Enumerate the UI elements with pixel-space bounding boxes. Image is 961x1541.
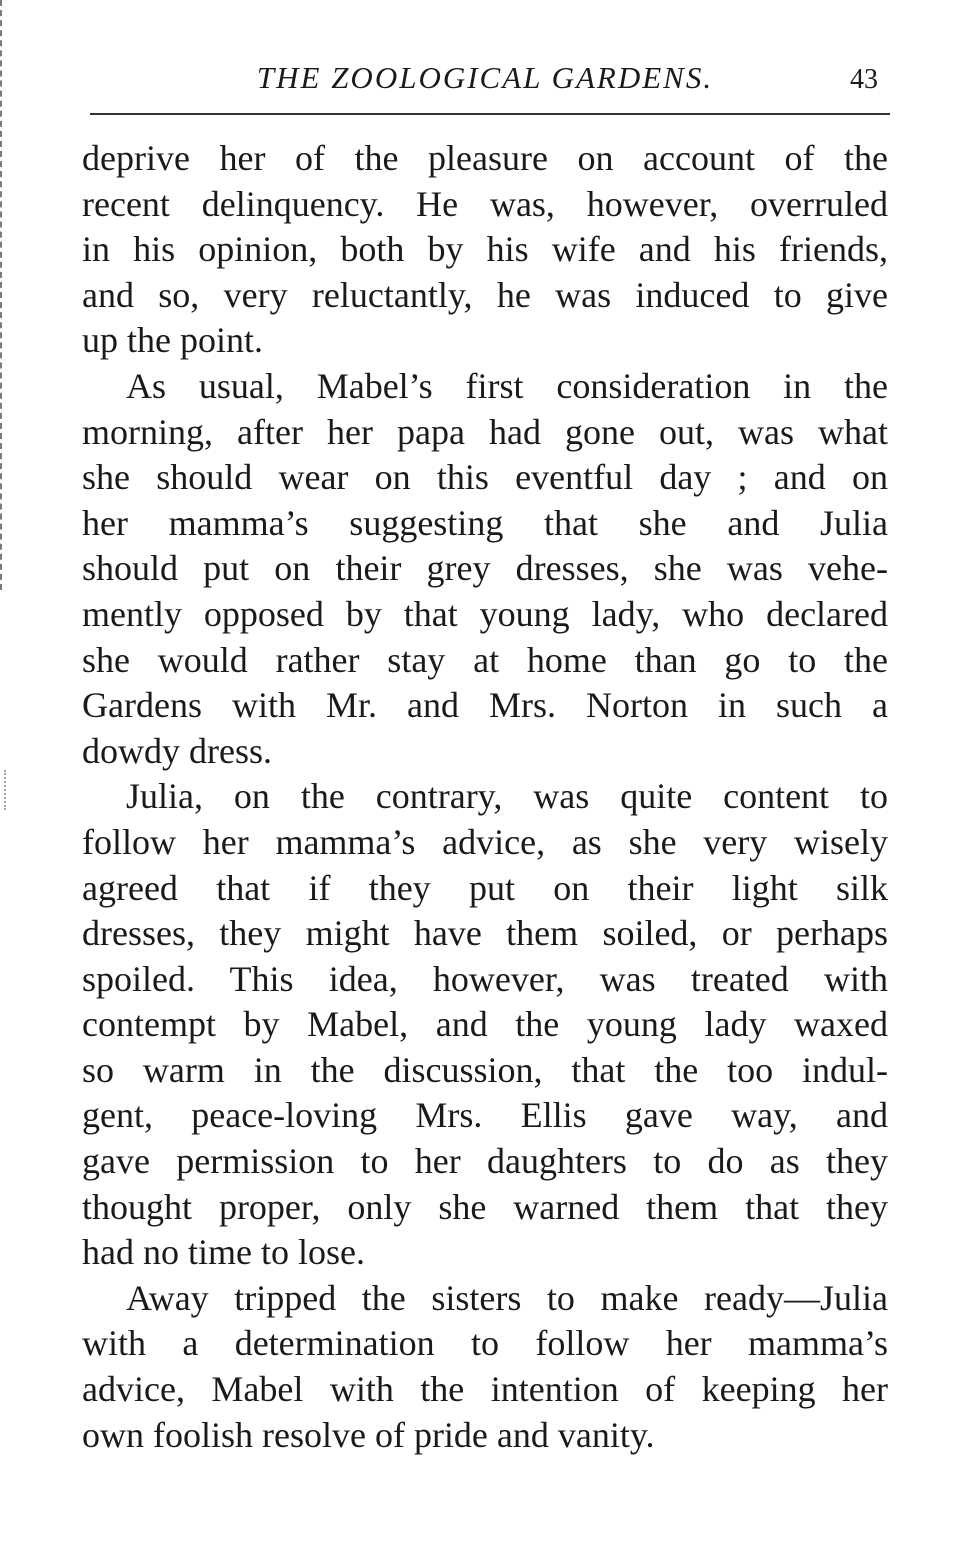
running-head	[80, 58, 890, 98]
text-line: contempt by Mabel, and the young lady waxed	[82, 1004, 888, 1045]
running-title: THE ZOOLOGICAL GARDENS.	[256, 60, 714, 95]
text-line: recent delinquency. He was, however, overruled	[82, 183, 888, 224]
text-line: her mamma’s suggesting that she and Julia	[82, 502, 888, 543]
text-line: so warm in the discussion, that the too indul-	[82, 1049, 888, 1090]
text-line: advice, Mabel with the intention of keeping her	[82, 1369, 888, 1410]
text-line: gave permission to her daughters to do as they	[82, 1141, 888, 1182]
text-line: thought proper, only she warned them that they	[82, 1186, 888, 1227]
text-line: As usual, Mabel’s first consideration in the	[126, 365, 888, 406]
header-rule	[90, 113, 890, 115]
text-line: follow her mamma’s advice, as she very wisely	[82, 821, 888, 862]
text-line: spoiled. This idea, however, was treated with	[82, 958, 888, 999]
text-line: morning, after her papa had gone out, was what	[82, 411, 888, 452]
text-line: Gardens with Mr. and Mrs. Norton in such a	[82, 685, 888, 726]
text-line: should put on their grey dresses, she was vehe-	[82, 548, 888, 589]
text-line: with a determination to follow her mamma’s	[82, 1323, 888, 1364]
page-number: 43	[850, 64, 878, 95]
paragraph	[82, 1276, 888, 1458]
paragraph	[82, 136, 888, 364]
paragraph	[82, 774, 888, 1276]
text-line: she should wear on this eventful day ; and on	[82, 457, 888, 498]
text-line: and so, very reluctantly, he was induced to give	[82, 274, 888, 315]
text-line: Away tripped the sisters to make ready—Julia	[126, 1277, 888, 1318]
text-line: up the point.	[82, 320, 263, 361]
binding-edge-dots	[4, 770, 8, 810]
text-line: in his opinion, both by his wife and his friends,	[82, 229, 888, 270]
text-line: deprive her of the pleasure on account of the	[82, 138, 888, 178]
text-line: dresses, they might have them soiled, or perhaps	[82, 913, 888, 954]
text-line: Julia, on the contrary, was quite content to	[126, 776, 888, 817]
text-line: own foolish resolve of pride and vanity.	[82, 1414, 655, 1455]
text-line: she would rather stay at home than go to the	[82, 639, 888, 680]
text-line: agreed that if they put on their light silk	[82, 867, 888, 908]
paragraph	[82, 364, 888, 774]
text-line: had no time to lose.	[82, 1232, 365, 1273]
text-line: dowdy dress.	[82, 730, 272, 771]
body-text	[82, 136, 888, 1458]
binding-edge-marks	[0, 0, 8, 590]
text-line: mently opposed by that young lady, who declared	[82, 593, 888, 634]
text-line: gent, peace-loving Mrs. Ellis gave way, and	[82, 1095, 888, 1136]
